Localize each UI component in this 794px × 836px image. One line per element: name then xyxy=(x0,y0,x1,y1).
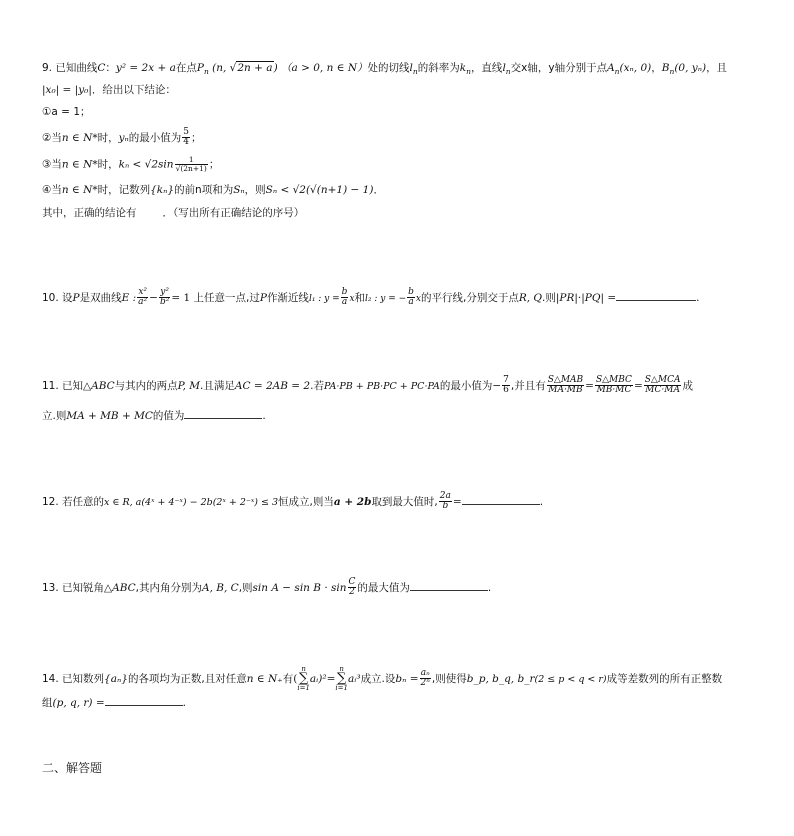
q11-fraction: $\frac{7}{6}$ xyxy=(503,375,509,396)
q9-fraction: $\frac{5}{4}$ xyxy=(183,127,189,148)
q9-line2: |x₀| = |y₀|．给出以下结论： xyxy=(42,84,176,96)
q10-fraction: $\frac{b}{a}$ xyxy=(408,287,414,308)
q9-conclusion-1: ①a = 1； xyxy=(42,106,91,118)
q10-line: 10. 设P是双曲线E : $\frac{\text{x²}}{\text{a²}}$ − $\frac{\text{y²}}{\text{b²}}$ = 1 上任意一点,过P作渐近线l₁ : y = $\frac{b}{a}$ x和l₂ : y = − $\frac{b}{a}$ x的平行线,分别交于点R, Q.则|PR|·|PQ| = . xyxy=(42,287,700,308)
q9-line1: 9. 已知曲线C：y² = 2x + a在点$P_n$ (n, √2n + a) （a > 0, n ∈ N）处的切线$l_n$的斜率为$k_n$，直线$l_n$交x轴，y轴分别于点$A_n(x_n$, 0)，$B_n(0$, yₙ)，且 xyxy=(42,62,728,77)
q12-line: 12. 若任意的x ∈ R, a(4ˣ + 4⁻ˣ) − 2b(2ˣ + 2⁻ˣ) ≤ 3恒成立,则当a + 2b取到最大值时, $\frac{2a}{b}$ = . xyxy=(42,491,544,512)
q12-fraction: $\frac{2a}{b}$ xyxy=(439,491,451,512)
answer-blank[interactable] xyxy=(616,290,696,301)
answer-blank[interactable] xyxy=(137,206,163,216)
q10-fraction: $\frac{\text{y²}}{\text{b²}}$ xyxy=(159,287,170,308)
q9-conclusion-4: ④当n ∈ N*时，记数列{kₙ}的前n项和为Sₙ，则Sₙ < √2(√(n+1) − 1)． xyxy=(42,184,384,196)
q10-fraction: $\frac{b}{a}$ xyxy=(341,287,348,308)
q11-fraction: $\frac{\text{S△MCA}}{MC\cdot MA}$ xyxy=(644,375,681,396)
q9-final: 其中，正确的结论有 ．（写出所有正确结论的序号） xyxy=(42,207,305,219)
q10-fraction: $\frac{\text{x²}}{\text{a²}}$ xyxy=(138,287,148,308)
answer-blank[interactable] xyxy=(462,494,540,505)
q11-line2: 立.则MA + MB + MC的值为 . xyxy=(42,410,266,422)
q9-curve-equation: y² = 2x + a xyxy=(115,62,176,74)
answer-blank[interactable] xyxy=(184,408,262,419)
q9-conclusion-2: ②当n ∈ N*时，yₙ的最小值为 $\frac{5}{4}$ ； xyxy=(42,127,202,148)
q13-fraction: $\frac{C}{2}$ xyxy=(348,577,356,598)
q14-line2: 组(p, q, r) = . xyxy=(42,697,186,709)
q9-abs-condition: |x₀| = |y₀| xyxy=(42,84,92,96)
q11-fraction: $\frac{\text{S△MAB}}{MA\cdot MB}$ xyxy=(547,375,584,396)
q11-line1: 11. 已知△ABC与其内的两点P, M.且满足AC = 2AB = 2.若PA·PB + PB·PC + PC·PA的最小值为− $\frac{7}{6}$ ,并且有 $\frac{\text{S△MAB}}{MA\cdot MB}$ = $\frac{\text{S△MBC}}{MB\cdot MC}$ = $\frac{\text{S△MCA}}{MC\cdot MA}$ 成 xyxy=(42,375,693,396)
answer-blank[interactable] xyxy=(410,580,488,591)
q9-conclusion-3: ③当n ∈ N*时，kₙ < √2sin $\frac{1}{√(2n+1)}$ ； xyxy=(42,155,220,173)
summation-symbol: n ∑ i=1 xyxy=(335,665,348,692)
q13-line: 13. 已知锐角△ABC,其内角分别为A, B, C,则sin A − sin B · sin $\frac{C}{2}$ 的最大值为 . xyxy=(42,577,492,598)
q14-fraction: $\frac{\text{aₙ}}{\text{2ⁿ}}$ xyxy=(420,667,430,689)
q11-fraction: $\frac{\text{S△MBC}}{MB\cdot MC}$ xyxy=(595,375,632,396)
q14-line1: 14. 已知数列{aₙ}的各项均为正数,且对任意n ∈ N₊有(n ∑ i=1aᵢ)²=n ∑ i=1aᵢ³成立.设bₙ = $\frac{\text{aₙ}}{\text{2ⁿ}}$ ,则使得b_p, b_q, b_r(2 ≤ p < q < r)成等差数列的所有正整数 xyxy=(42,665,723,692)
q9-fraction: $\frac{1}{√(2n+1)}$ xyxy=(175,155,207,173)
section-heading: 二、解答题 xyxy=(42,761,103,775)
answer-blank[interactable] xyxy=(105,695,183,706)
summation-symbol: n ∑ i=1 xyxy=(297,665,310,692)
